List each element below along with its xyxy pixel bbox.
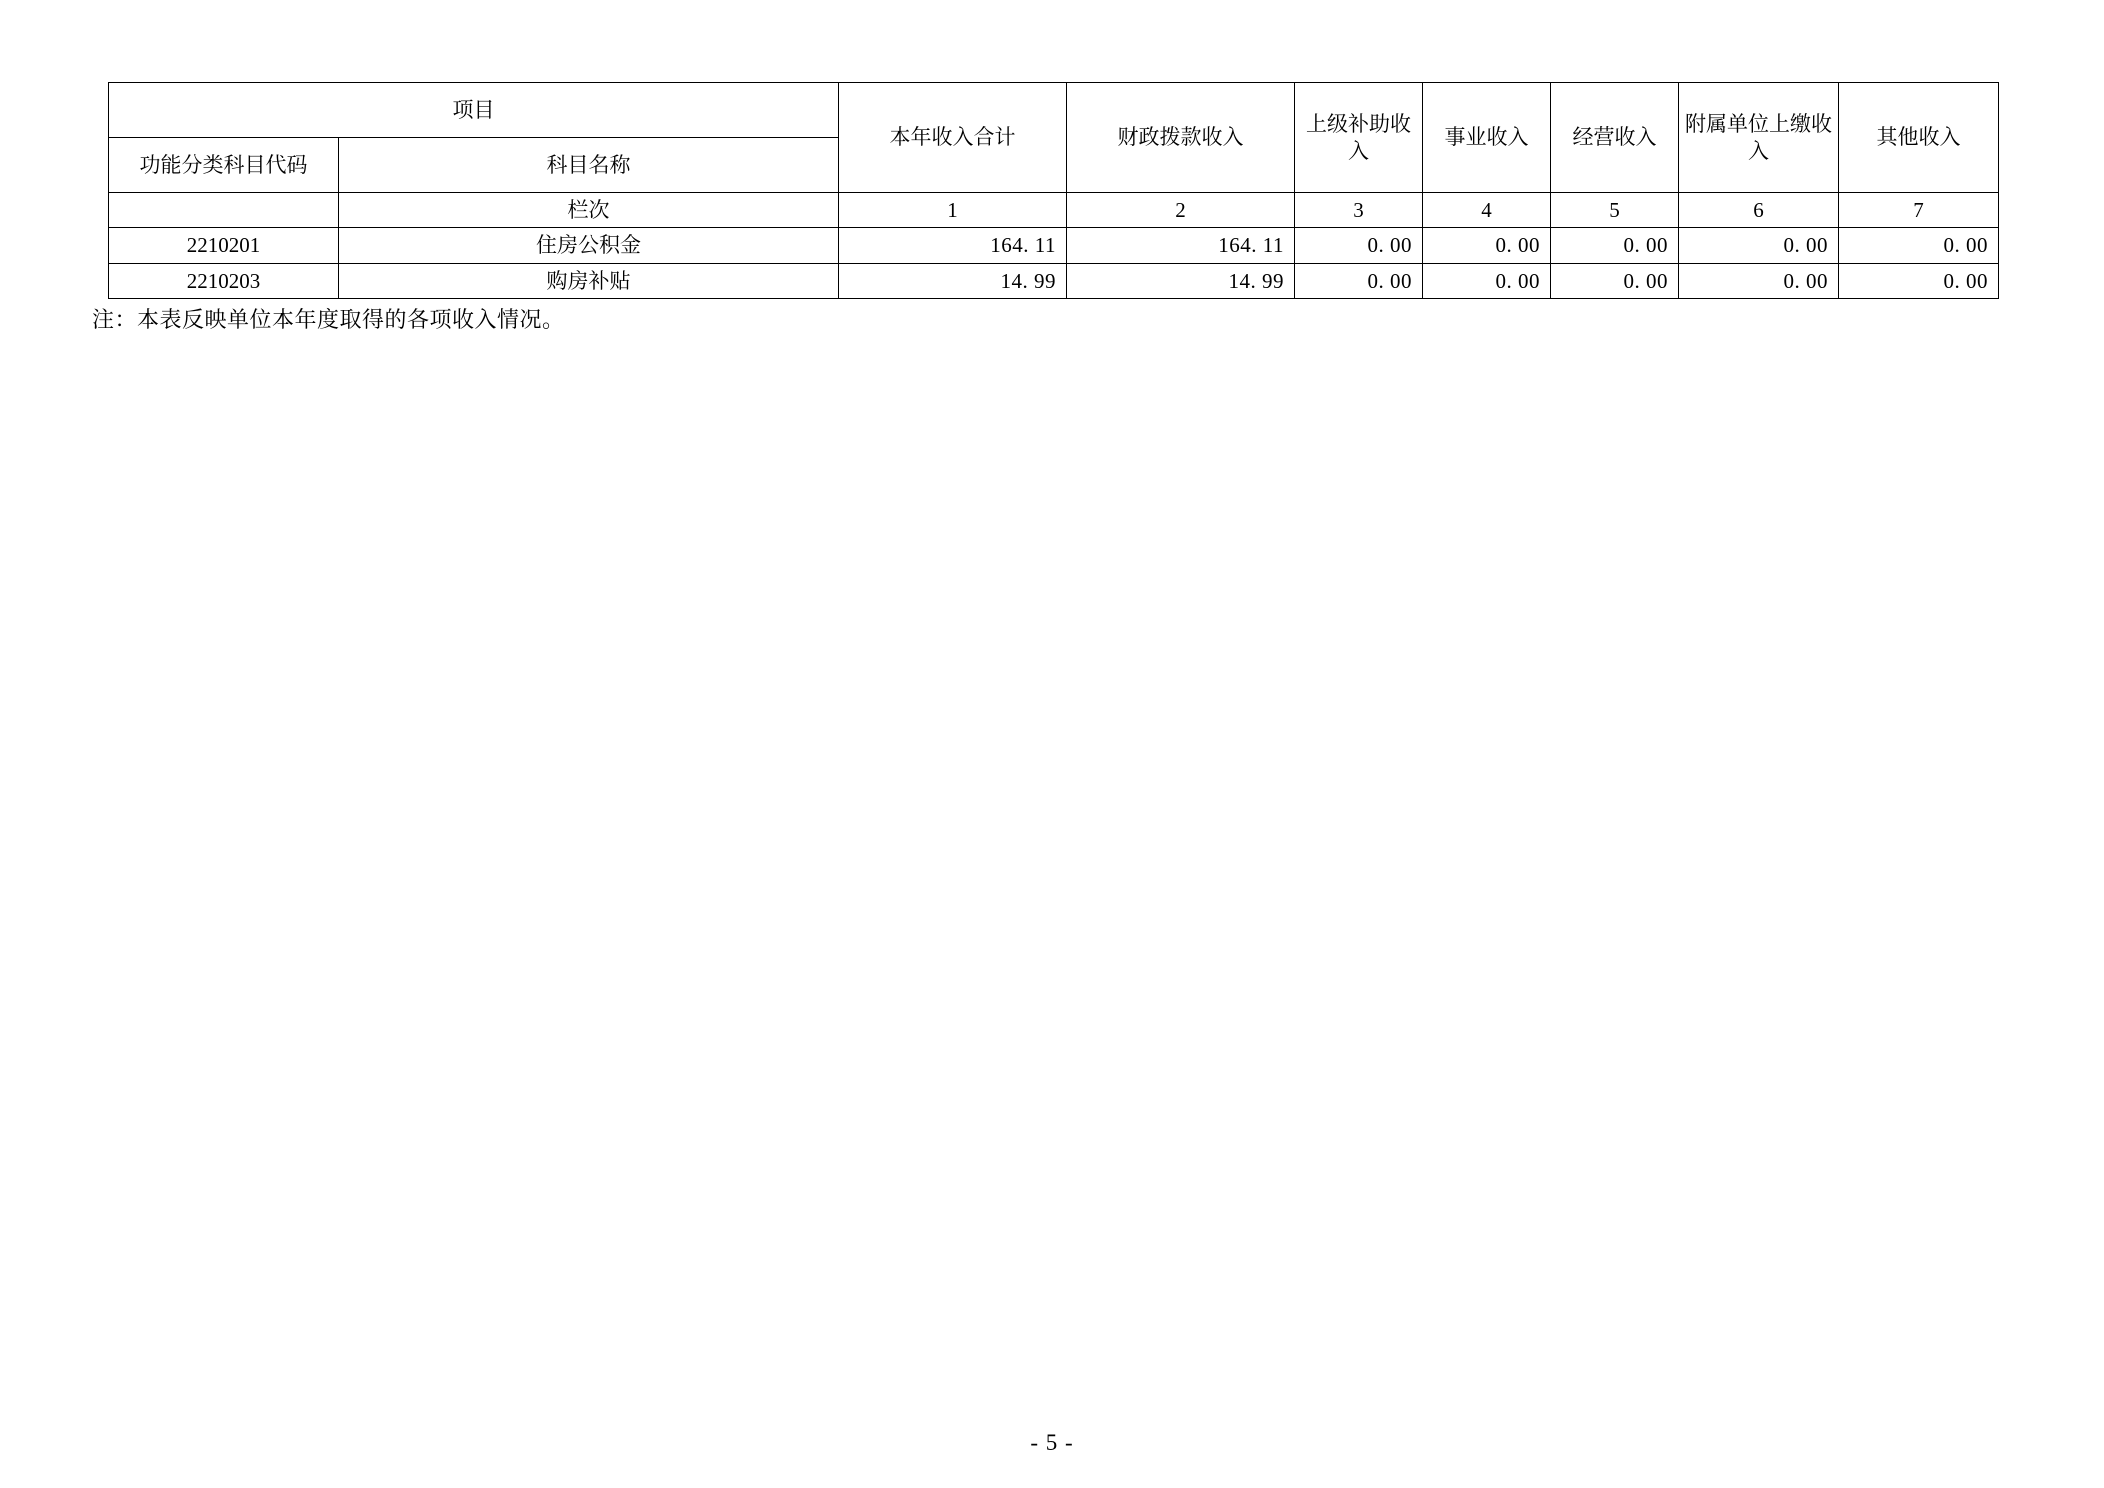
header-operating-income: 经营收入 bbox=[1551, 83, 1679, 193]
table-row bbox=[109, 263, 1999, 298]
header-fiscal-appropriation-income: 财政拨款收入 bbox=[1067, 83, 1295, 193]
index-col-4: 4 bbox=[1423, 193, 1551, 228]
row-superior: 0. 00 bbox=[1295, 228, 1423, 263]
row-subordinate: 0. 00 bbox=[1679, 263, 1839, 298]
header-business-income: 事业收入 bbox=[1423, 83, 1551, 193]
row-operating: 0. 00 bbox=[1551, 228, 1679, 263]
index-col-6: 6 bbox=[1679, 193, 1839, 228]
table-index-row bbox=[109, 193, 1999, 228]
row-total: 14. 99 bbox=[839, 263, 1067, 298]
row-superior: 0. 00 bbox=[1295, 263, 1423, 298]
row-name: 购房补贴 bbox=[339, 263, 839, 298]
table-row bbox=[109, 228, 1999, 263]
header-subordinate-remittance-income: 附属单位上缴收入 bbox=[1679, 83, 1839, 193]
row-other: 0. 00 bbox=[1839, 263, 1999, 298]
header-other-income: 其他收入 bbox=[1839, 83, 1999, 193]
row-fiscal: 14. 99 bbox=[1067, 263, 1295, 298]
row-total: 164. 11 bbox=[839, 228, 1067, 263]
row-name: 住房公积金 bbox=[339, 228, 839, 263]
header-total-income: 本年收入合计 bbox=[839, 83, 1067, 193]
index-row-blank bbox=[109, 193, 339, 228]
row-operating: 0. 00 bbox=[1551, 263, 1679, 298]
table-note: 注：本表反映单位本年度取得的各项收入情况。 bbox=[92, 307, 565, 332]
index-col-3: 3 bbox=[1295, 193, 1423, 228]
index-col-1: 1 bbox=[839, 193, 1067, 228]
index-row-label: 栏次 bbox=[339, 193, 839, 228]
table-header-row-group bbox=[109, 83, 1999, 138]
row-other: 0. 00 bbox=[1839, 228, 1999, 263]
page-number: - 5 - bbox=[1030, 1430, 1074, 1455]
index-col-5: 5 bbox=[1551, 193, 1679, 228]
index-col-2: 2 bbox=[1067, 193, 1295, 228]
header-superior-subsidy-income: 上级补助收入 bbox=[1295, 83, 1423, 193]
header-subject-name: 科目名称 bbox=[339, 138, 839, 193]
row-code: 2210201 bbox=[109, 228, 339, 263]
row-business: 0. 00 bbox=[1423, 228, 1551, 263]
header-function-category-code: 功能分类科目代码 bbox=[109, 138, 339, 193]
index-col-7: 7 bbox=[1839, 193, 1999, 228]
income-table-container bbox=[108, 82, 1998, 299]
row-business: 0. 00 bbox=[1423, 263, 1551, 298]
row-code: 2210203 bbox=[109, 263, 339, 298]
header-group-project: 项目 bbox=[109, 83, 839, 138]
income-table bbox=[108, 82, 1999, 299]
row-fiscal: 164. 11 bbox=[1067, 228, 1295, 263]
row-subordinate: 0. 00 bbox=[1679, 228, 1839, 263]
